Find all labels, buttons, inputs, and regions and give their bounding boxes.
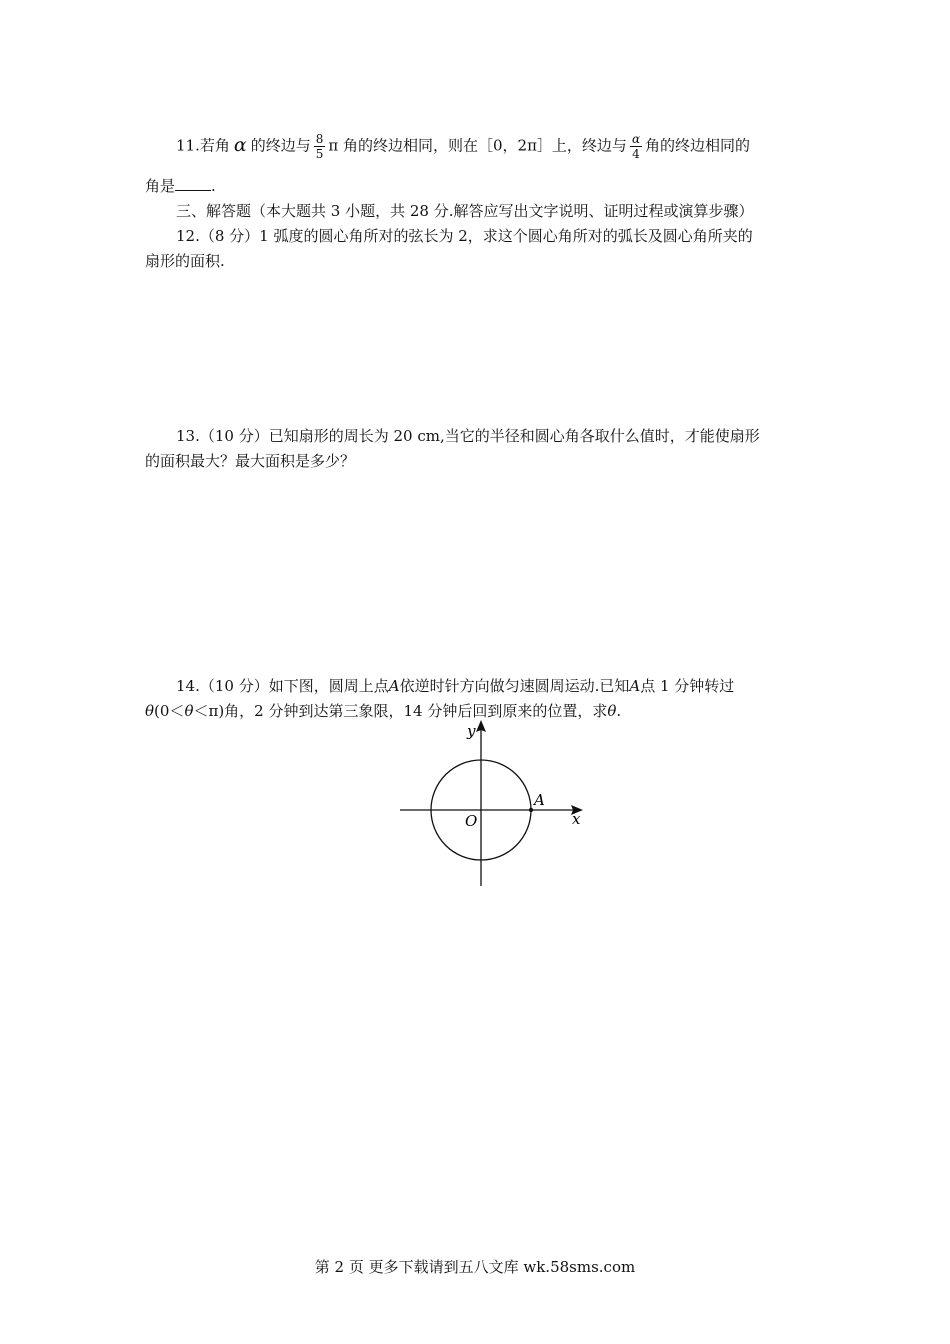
y-axis-label: y bbox=[467, 722, 476, 740]
q11-alpha: α bbox=[233, 133, 247, 156]
circle-figure bbox=[395, 718, 595, 893]
q12-line-2: 扇形的面积. bbox=[145, 252, 225, 270]
q11-text-d: 角的终边相同的 bbox=[645, 136, 751, 155]
q14-theta-3: θ bbox=[607, 702, 617, 720]
q14-theta-1: θ bbox=[145, 702, 155, 720]
origin-label: O bbox=[465, 812, 478, 830]
q11-frac2-numerator: α bbox=[631, 132, 641, 146]
q11-line-2 bbox=[145, 176, 216, 196]
q13-line-1: 13.（10 分）已知扇形的周长为 20 cm,当它的半径和圆心角各取什么值时，才能使扇形 bbox=[176, 427, 760, 445]
q11-text-c: π 角的终边相同，则在［0，2π］上，终边与 bbox=[328, 136, 627, 155]
answer-blank[interactable] bbox=[175, 176, 211, 191]
page-footer: 第 2 页 更多下载请到五八文库 wk.58sms.com bbox=[314, 1258, 636, 1276]
q11-text-e: 角是 bbox=[145, 177, 176, 195]
q14-theta-2: θ bbox=[184, 702, 194, 720]
q11-frac1-numerator: 8 bbox=[315, 132, 324, 146]
q14-point-a: A bbox=[388, 677, 400, 695]
q11-frac2-denominator: 4 bbox=[632, 147, 640, 161]
q11-text-f: . bbox=[211, 177, 216, 195]
q11-frac1-denominator: 5 bbox=[315, 147, 324, 161]
point-a-dot bbox=[529, 808, 533, 812]
q11-line-1 bbox=[176, 132, 750, 161]
q14-text-b: 依逆时针方向做匀速圆周运动.已知 bbox=[399, 677, 630, 695]
q14-line-1 bbox=[176, 676, 734, 696]
q11-text-a: 11.若角 bbox=[176, 136, 230, 155]
q14-text-c: 点 1 分钟转过 bbox=[640, 677, 735, 695]
q11-text-b: 的终边与 bbox=[250, 136, 311, 155]
q13-line-2: 的面积最大？最大面积是多少？ bbox=[145, 452, 356, 470]
q14-text-f: . bbox=[616, 702, 622, 720]
q14-point-a-2: A bbox=[629, 677, 641, 695]
q14-text-e: ＜π)角，2 分钟到达第三象限，14 分钟后回到原来的位置，求 bbox=[193, 702, 608, 720]
q12-line-1: 12.（8 分）1 弧度的圆心角所对的弦长为 2，求这个圆心角所对的弧长及圆心角所夹的 bbox=[176, 227, 753, 245]
q11-fraction-8-5 bbox=[314, 132, 326, 161]
x-axis-label: x bbox=[572, 810, 581, 828]
point-a-label: A bbox=[534, 791, 545, 809]
q14-text-d: (0＜ bbox=[154, 702, 185, 720]
q14-text-a: 14.（10 分）如下图，圆周上点 bbox=[176, 677, 389, 695]
section-heading: 三、解答题（本大题共 3 小题，共 28 分.解答应写出文字说明、证明过程或演算步骤） bbox=[176, 202, 754, 220]
q11-fraction-alpha-4 bbox=[630, 132, 642, 161]
